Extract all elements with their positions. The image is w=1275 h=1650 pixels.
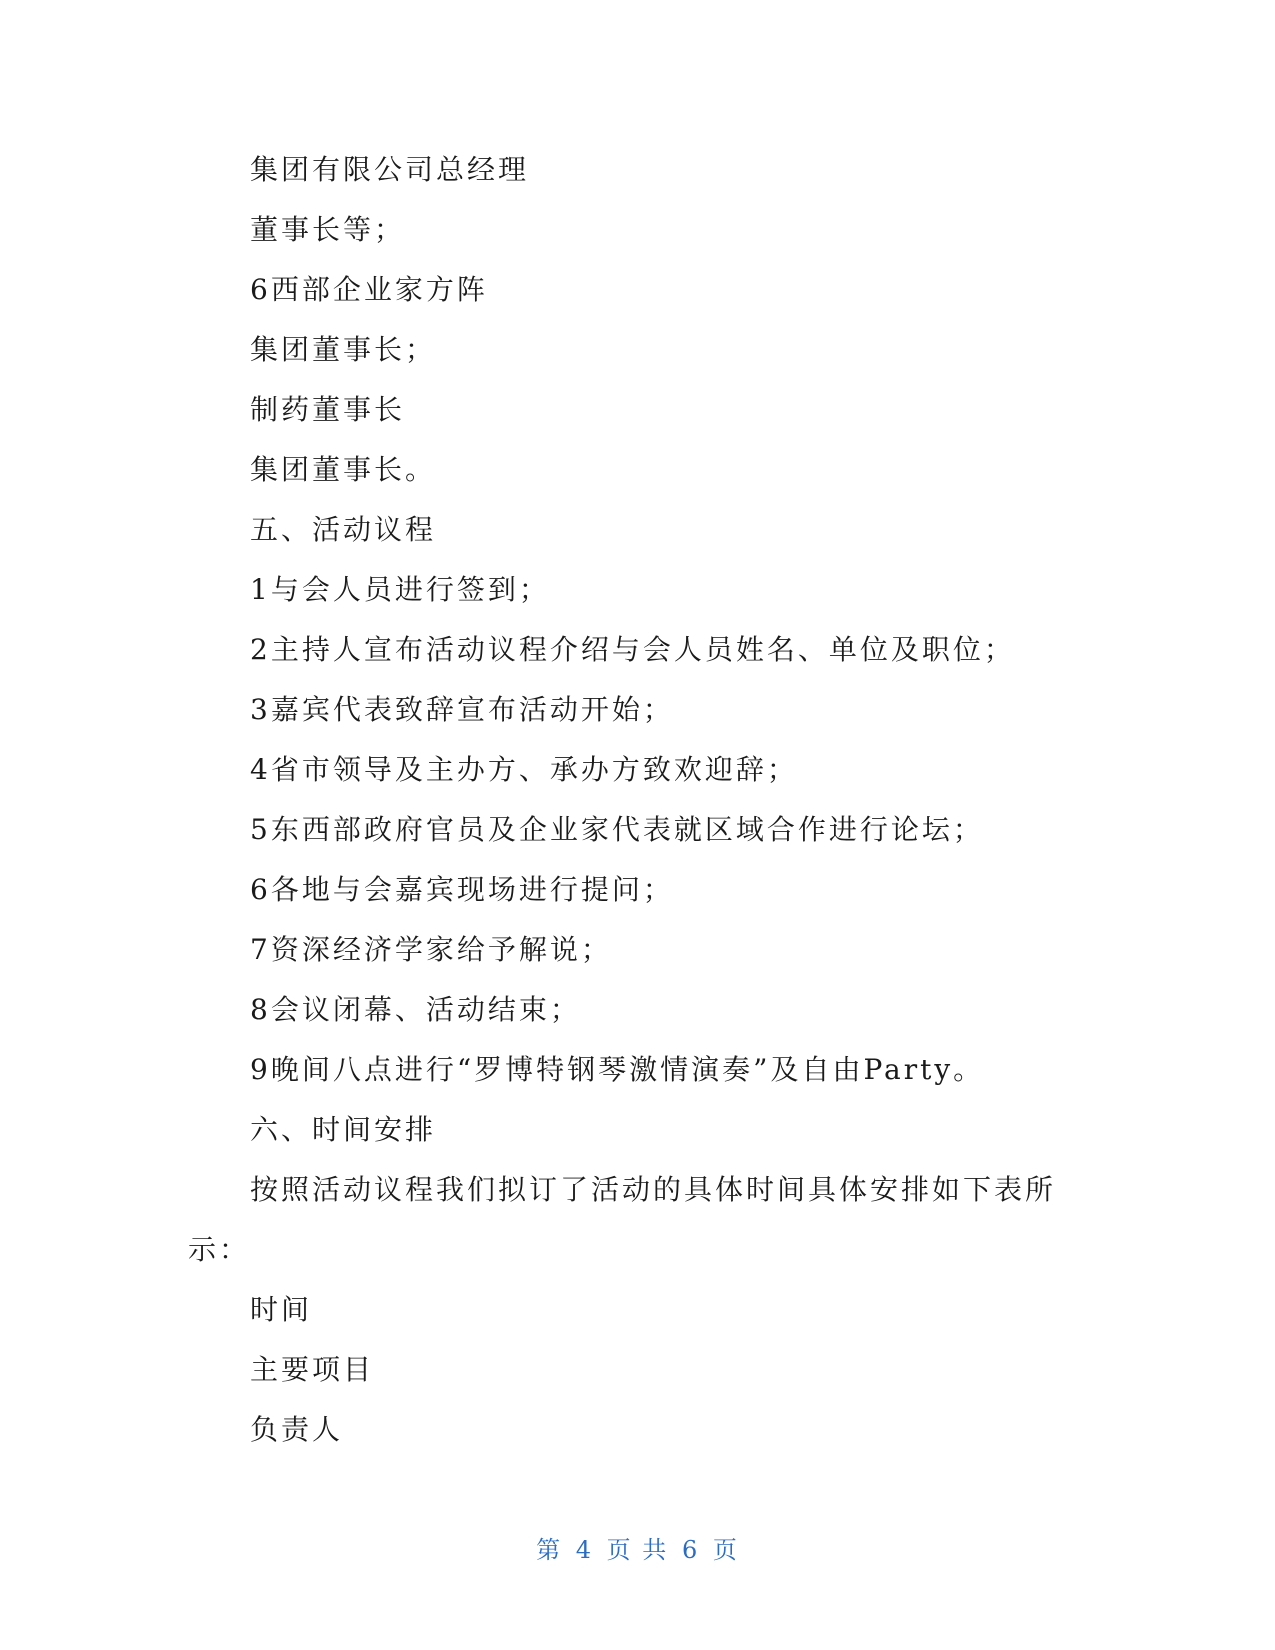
section-heading: 六、时间安排: [250, 1113, 437, 1146]
text-line: 董事长等；: [250, 213, 406, 246]
agenda-item: 6各地与会嘉宾现场进行提问；: [250, 873, 674, 906]
agenda-item: 1与会人员进行签到；: [250, 573, 550, 606]
table-header-time: 时间: [250, 1293, 313, 1326]
table-header-owner: 负责人: [250, 1413, 344, 1446]
agenda-item: 3嘉宾代表致辞宣布活动开始；: [250, 693, 674, 726]
agenda-item: 4省市领导及主办方、承办方致欢迎辞；: [250, 753, 798, 786]
agenda-item: 9晚间八点进行“罗博特钢琴激情演奏”及自由Party。: [250, 1053, 985, 1086]
footer-suffix: 页: [712, 1536, 739, 1564]
text-line: 制药董事长: [250, 393, 406, 426]
page-footer: [0, 1530, 1275, 1565]
text-line: 集团有限公司总经理: [250, 153, 530, 186]
agenda-item: 5东西部政府官员及企业家代表就区域合作进行论坛；: [250, 813, 984, 846]
section-heading: 五、活动议程: [250, 513, 437, 546]
paragraph-line: 示：: [188, 1233, 251, 1266]
agenda-item: 8会议闭幕、活动结束；: [250, 993, 581, 1026]
footer-current-page: 4: [575, 1536, 594, 1564]
paragraph-line: 按照活动议程我们拟订了活动的具体时间具体安排如下表所: [250, 1173, 1057, 1206]
footer-prefix: 第: [536, 1536, 563, 1564]
text-line: 集团董事长。: [250, 453, 437, 486]
footer-middle: 页 共: [606, 1536, 669, 1564]
text-line: 6西部企业家方阵: [250, 273, 488, 306]
footer-total-pages: 6: [681, 1536, 700, 1564]
table-header-item: 主要项目: [250, 1353, 375, 1386]
text-line: 集团董事长；: [250, 333, 437, 366]
agenda-item: 2主持人宣布活动议程介绍与会人员姓名、单位及职位；: [250, 633, 1015, 666]
agenda-item: 7资深经济学家给予解说；: [250, 933, 612, 966]
document-body: [0, 140, 1275, 1460]
